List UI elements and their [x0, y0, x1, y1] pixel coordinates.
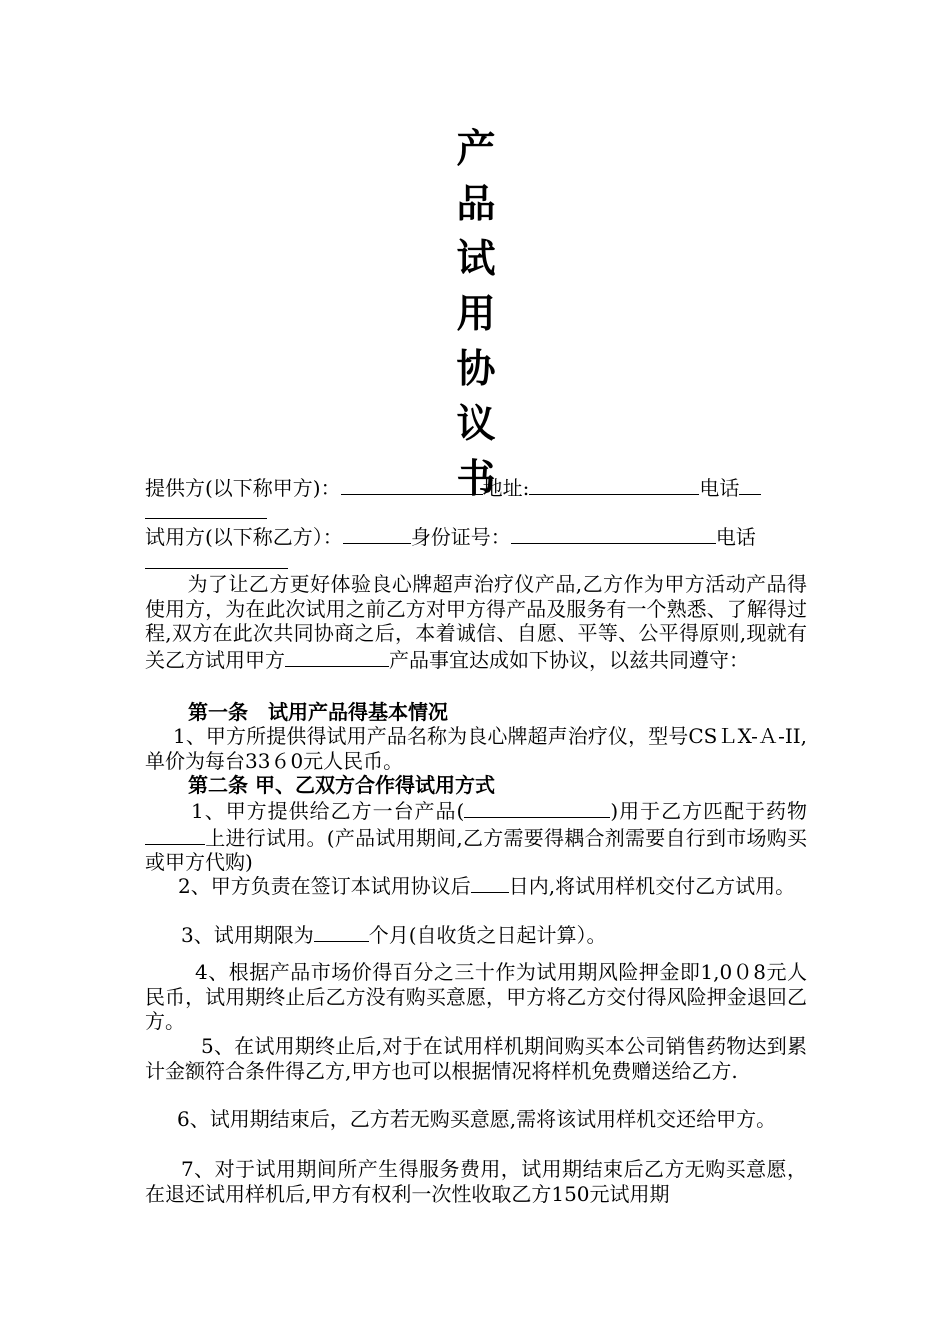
- party-a-line: [145, 474, 761, 500]
- party-b-phone-label: 电话: [715, 525, 756, 549]
- intro-text-1: 为了让乙方更好体验良心牌超声治疗仪产品,乙方作为甲方活动产品得使用方，为在此次试用之前乙方对甲方得产品及服务有一个熟悉、了解得过程,双方在此次共同协商之后，本着诚信、自愿、平等、公平得原则,现就有关乙方试用甲方: [145, 572, 807, 672]
- article-2-item-4: [145, 960, 807, 1034]
- item-6-text: 6、试用期结束后，乙方若无购买意愿,需将该试用样机交还给甲方。: [177, 1107, 777, 1131]
- party-a-address-blank[interactable]: [529, 474, 699, 495]
- title-char: 协: [456, 347, 496, 392]
- title-char: 议: [456, 402, 496, 447]
- title-char: 书: [456, 457, 496, 502]
- article-2-item-3: [145, 921, 807, 948]
- item-1-text-c: 上进行试用。(产品试用期间,乙方需要得耦合剂需要自行到市场购买或甲方代购): [145, 825, 807, 874]
- title-char: 产: [456, 127, 496, 172]
- item-3-text-b: 个月(自收货之日起计算）。: [368, 923, 607, 947]
- item-1-text-b: )用于乙方匹配于药物: [610, 799, 807, 823]
- party-a-phone-label: 电话: [699, 476, 740, 500]
- delivery-days-blank[interactable]: [471, 872, 509, 893]
- article-2-item-6: [145, 1107, 807, 1132]
- title-char: 用: [456, 292, 496, 337]
- title-char: 品: [456, 182, 496, 227]
- article-2-item-7: [145, 1157, 807, 1206]
- party-b-line: [145, 523, 756, 549]
- party-a-phone-continuation-blank[interactable]: [145, 518, 267, 519]
- title-char: 试: [456, 237, 496, 282]
- item-7-text: 7、对于试用期间所产生得服务费用，试用期结束后乙方无购买意愿，在退还试用样机后,甲方有权利一次性收取乙方150元试用期: [145, 1157, 807, 1206]
- article-1-heading: 第一条 试用产品得基本情况: [188, 700, 448, 724]
- drug-name-blank[interactable]: [145, 824, 205, 845]
- article-2-item-1: [145, 797, 807, 875]
- item-5-text: 5、在试用期终止后,对于在试用样机期间购买本公司销售药物达到累计金额符合条件得乙方,甲方也可以根据情况将样机免费赠送给乙方.: [145, 1034, 807, 1083]
- party-b-label: 试用方(以下称乙方）：: [145, 525, 343, 549]
- intro-text-2: 产品事宜达成如下协议，以兹共同遵守：: [389, 647, 749, 672]
- product-model-blank[interactable]: [464, 797, 610, 818]
- product-name-blank[interactable]: [285, 646, 389, 667]
- item-4-text: 4、根据产品市场价得百分之三十作为试用期风险押金即1,0０8元人民币，试用期终止后乙方没有购买意愿，甲方将乙方交付得风险押金退回乙方。: [145, 960, 807, 1033]
- party-b-id-label: 身份证号：: [410, 525, 511, 549]
- trial-months-blank[interactable]: [314, 921, 369, 942]
- party-a-phone-blank[interactable]: [739, 474, 761, 495]
- item-3-text-a: 3、试用期限为: [181, 923, 314, 947]
- item-2-text-b: 日内,将试用样机交付乙方试用。: [508, 874, 796, 898]
- document-title: [450, 122, 502, 507]
- party-a-address-label: 地址:: [482, 476, 530, 500]
- article-2-item-2: [145, 872, 807, 899]
- article-1-item-1: [145, 724, 807, 773]
- item-1-text-a: 1、甲方提供给乙方一台产品(: [191, 799, 465, 823]
- article-1-item-1-text: 1、甲方所提供得试用产品名称为良心牌超声治疗仪，型号CSＬX-Ａ-II,单价为每台33６0元人民币。: [145, 724, 807, 773]
- party-b-phone-blank[interactable]: [145, 568, 288, 569]
- party-a-label: 提供方(以下称甲方)：: [145, 476, 341, 500]
- intro-paragraph: [145, 572, 807, 672]
- party-b-id-blank[interactable]: [511, 523, 716, 544]
- party-b-name-blank[interactable]: [343, 523, 411, 544]
- item-2-text-a: 2、甲方负责在签订本试用协议后: [178, 874, 471, 898]
- party-a-name-blank[interactable]: [341, 474, 483, 495]
- article-2-heading: 第二条 甲、乙双方合作得试用方式: [188, 773, 495, 797]
- article-2-item-5: [145, 1034, 807, 1083]
